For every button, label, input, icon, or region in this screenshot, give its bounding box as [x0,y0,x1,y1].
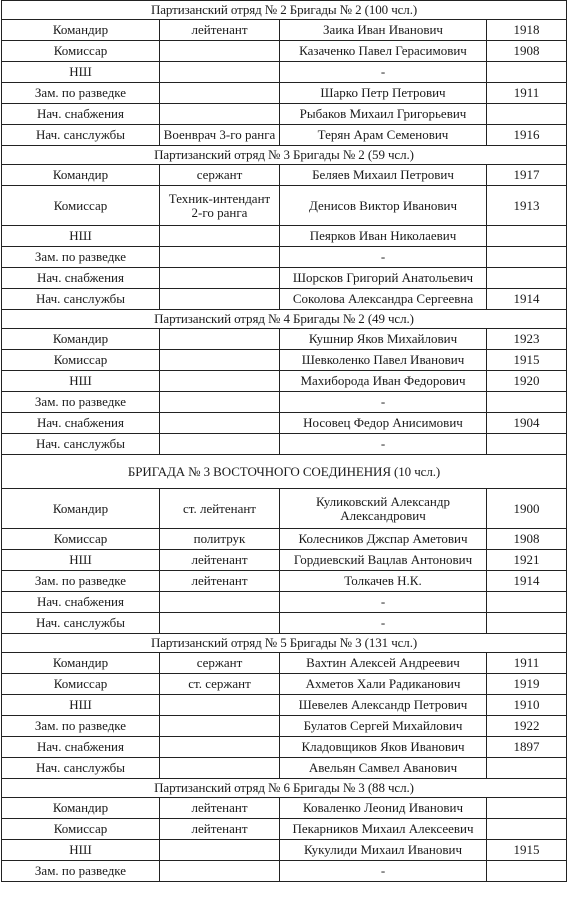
role-cell: Командир [2,329,160,350]
table-row [2,41,567,62]
rank-cell: ст. лейтенант [160,489,280,529]
section-title: Партизанский отряд № 5 Бригады № 3 (131 чсл.) [2,634,567,653]
name-cell: Кладовщиков Яков Иванович [280,737,487,758]
year-cell: 1908 [487,41,567,62]
section-header-row [2,779,567,798]
role-cell: Комиссар [2,819,160,840]
table-row [2,550,567,571]
name-cell: - [280,392,487,413]
table-row [2,434,567,455]
year-cell: 1917 [487,165,567,186]
name-cell: Куликовский Александр Александрович [280,489,487,529]
name-cell: Авельян Самвел Аванович [280,758,487,779]
year-cell [487,861,567,882]
table-row [2,737,567,758]
rank-cell [160,840,280,861]
section-header-row [2,1,567,20]
role-cell: Зам. по разведке [2,861,160,882]
rank-cell [160,392,280,413]
rank-cell [160,41,280,62]
name-cell: Колесников Джспар Аметович [280,529,487,550]
year-cell: 1920 [487,371,567,392]
table-row [2,392,567,413]
rank-cell: лейтенант [160,571,280,592]
table-row [2,613,567,634]
year-cell: 1921 [487,550,567,571]
table-row [2,489,567,529]
name-cell: - [280,434,487,455]
rank-cell [160,434,280,455]
name-cell: Коваленко Леонид Иванович [280,798,487,819]
rank-cell: сержант [160,165,280,186]
table-row [2,758,567,779]
name-cell: Пекарников Михаил Алексеевич [280,819,487,840]
role-cell: НШ [2,371,160,392]
role-cell: Комиссар [2,350,160,371]
role-cell: Нач. снабжения [2,413,160,434]
name-cell: Махиборода Иван Федорович [280,371,487,392]
rank-cell [160,413,280,434]
year-cell: 1915 [487,840,567,861]
name-cell: Гордиевский Вацлав Антонович [280,550,487,571]
year-cell: 1904 [487,413,567,434]
rank-cell [160,247,280,268]
year-cell: 1911 [487,653,567,674]
rank-cell: ст. сержант [160,674,280,695]
year-cell: 1915 [487,350,567,371]
role-cell: Командир [2,653,160,674]
role-cell: Зам. по разведке [2,571,160,592]
rank-cell [160,613,280,634]
rank-cell [160,695,280,716]
name-cell: Шевелев Александр Петрович [280,695,487,716]
name-cell: - [280,62,487,83]
table-row [2,165,567,186]
name-cell: Рыбаков Михаил Григорьевич [280,104,487,125]
year-cell [487,62,567,83]
role-cell: Нач. снабжения [2,737,160,758]
role-cell: НШ [2,62,160,83]
name-cell: Толкачев Н.К. [280,571,487,592]
rank-cell: лейтенант [160,550,280,571]
rank-cell [160,329,280,350]
rank-cell [160,737,280,758]
role-cell: Нач. санслужбы [2,613,160,634]
name-cell: Шорсков Григорий Анатольевич [280,268,487,289]
table-row [2,186,567,226]
year-cell [487,613,567,634]
name-cell: - [280,592,487,613]
section-title: Партизанский отряд № 6 Бригады № 3 (88 чсл.) [2,779,567,798]
table-row [2,350,567,371]
table-row [2,329,567,350]
role-cell: Нач. снабжения [2,592,160,613]
section-header-row [2,146,567,165]
table-row [2,653,567,674]
table-row [2,413,567,434]
role-cell: Командир [2,20,160,41]
name-cell: - [280,861,487,882]
table-row [2,861,567,882]
rank-cell [160,104,280,125]
year-cell: 1922 [487,716,567,737]
year-cell [487,798,567,819]
table-row [2,371,567,392]
year-cell [487,434,567,455]
year-cell: 1914 [487,289,567,310]
rank-cell [160,350,280,371]
name-cell: Шевколенко Павел Иванович [280,350,487,371]
name-cell: Шарко Петр Петрович [280,83,487,104]
name-cell: Кукулиди Михаил Иванович [280,840,487,861]
role-cell: НШ [2,695,160,716]
table-row [2,62,567,83]
table-row [2,819,567,840]
role-cell: Комиссар [2,529,160,550]
year-cell [487,819,567,840]
name-cell: Носовец Федор Анисимович [280,413,487,434]
role-cell: НШ [2,840,160,861]
section-header-row [2,634,567,653]
section-header-row [2,455,567,489]
rank-cell [160,289,280,310]
table-row [2,20,567,41]
table-row [2,798,567,819]
role-cell: Зам. по разведке [2,716,160,737]
name-cell: Вахтин Алексей Андреевич [280,653,487,674]
name-cell: Терян Арам Семенович [280,125,487,146]
name-cell: Ахметов Хали Радиканович [280,674,487,695]
table-row [2,529,567,550]
rank-cell [160,268,280,289]
rank-cell [160,62,280,83]
rank-cell [160,592,280,613]
role-cell: Нач. санслужбы [2,758,160,779]
name-cell: - [280,613,487,634]
personnel-table [1,0,567,882]
role-cell: НШ [2,550,160,571]
role-cell: Нач. санслужбы [2,434,160,455]
year-cell: 1910 [487,695,567,716]
year-cell: 1919 [487,674,567,695]
year-cell: 1918 [487,20,567,41]
table-row [2,571,567,592]
rank-cell: лейтенант [160,819,280,840]
year-cell: 1916 [487,125,567,146]
section-title: Партизанский отряд № 4 Бригады № 2 (49 чсл.) [2,310,567,329]
role-cell: Командир [2,165,160,186]
table-row [2,592,567,613]
role-cell: Нач. санслужбы [2,125,160,146]
year-cell: 1908 [487,529,567,550]
year-cell [487,226,567,247]
table-row [2,226,567,247]
table-row [2,840,567,861]
section-title: Партизанский отряд № 2 Бригады № 2 (100 чсл.) [2,1,567,20]
rank-cell: лейтенант [160,20,280,41]
role-cell: Комиссар [2,186,160,226]
rank-cell: Техник-интендант 2-го ранга [160,186,280,226]
year-cell [487,104,567,125]
name-cell: Пеярков Иван Николаевич [280,226,487,247]
name-cell: - [280,247,487,268]
role-cell: Зам. по разведке [2,392,160,413]
name-cell: Соколова Александра Сергеевна [280,289,487,310]
year-cell: 1913 [487,186,567,226]
section-title: Партизанский отряд № 3 Бригады № 2 (59 чсл.) [2,146,567,165]
table-row [2,268,567,289]
role-cell: Нач. снабжения [2,104,160,125]
section-header-row [2,310,567,329]
role-cell: Комиссар [2,41,160,62]
table-row [2,674,567,695]
year-cell [487,268,567,289]
year-cell: 1923 [487,329,567,350]
name-cell: Кушнир Яков Михайлович [280,329,487,350]
year-cell: 1914 [487,571,567,592]
table-row [2,104,567,125]
rank-cell: политрук [160,529,280,550]
rank-cell [160,226,280,247]
role-cell: Нач. санслужбы [2,289,160,310]
role-cell: Командир [2,489,160,529]
rank-cell [160,758,280,779]
table-row [2,695,567,716]
rank-cell: сержант [160,653,280,674]
role-cell: Командир [2,798,160,819]
year-cell [487,592,567,613]
role-cell: НШ [2,226,160,247]
table-row [2,83,567,104]
year-cell: 1900 [487,489,567,529]
name-cell: Денисов Виктор Иванович [280,186,487,226]
year-cell [487,247,567,268]
name-cell: Булатов Сергей Михайлович [280,716,487,737]
table-row [2,716,567,737]
role-cell: Зам. по разведке [2,247,160,268]
year-cell: 1897 [487,737,567,758]
personnel-table-body [2,1,567,882]
table-row [2,289,567,310]
year-cell [487,758,567,779]
role-cell: Зам. по разведке [2,83,160,104]
rank-cell: Военврач 3-го ранга [160,125,280,146]
year-cell: 1911 [487,83,567,104]
rank-cell [160,716,280,737]
role-cell: Комиссар [2,674,160,695]
rank-cell [160,83,280,104]
table-row [2,125,567,146]
rank-cell [160,861,280,882]
rank-cell [160,371,280,392]
name-cell: Беляев Михаил Петрович [280,165,487,186]
role-cell: Нач. снабжения [2,268,160,289]
year-cell [487,392,567,413]
section-title: БРИГАДА № 3 ВОСТОЧНОГО СОЕДИНЕНИЯ (10 чсл.) [2,455,567,489]
rank-cell: лейтенант [160,798,280,819]
name-cell: Заика Иван Иванович [280,20,487,41]
table-row [2,247,567,268]
name-cell: Казаченко Павел Герасимович [280,41,487,62]
